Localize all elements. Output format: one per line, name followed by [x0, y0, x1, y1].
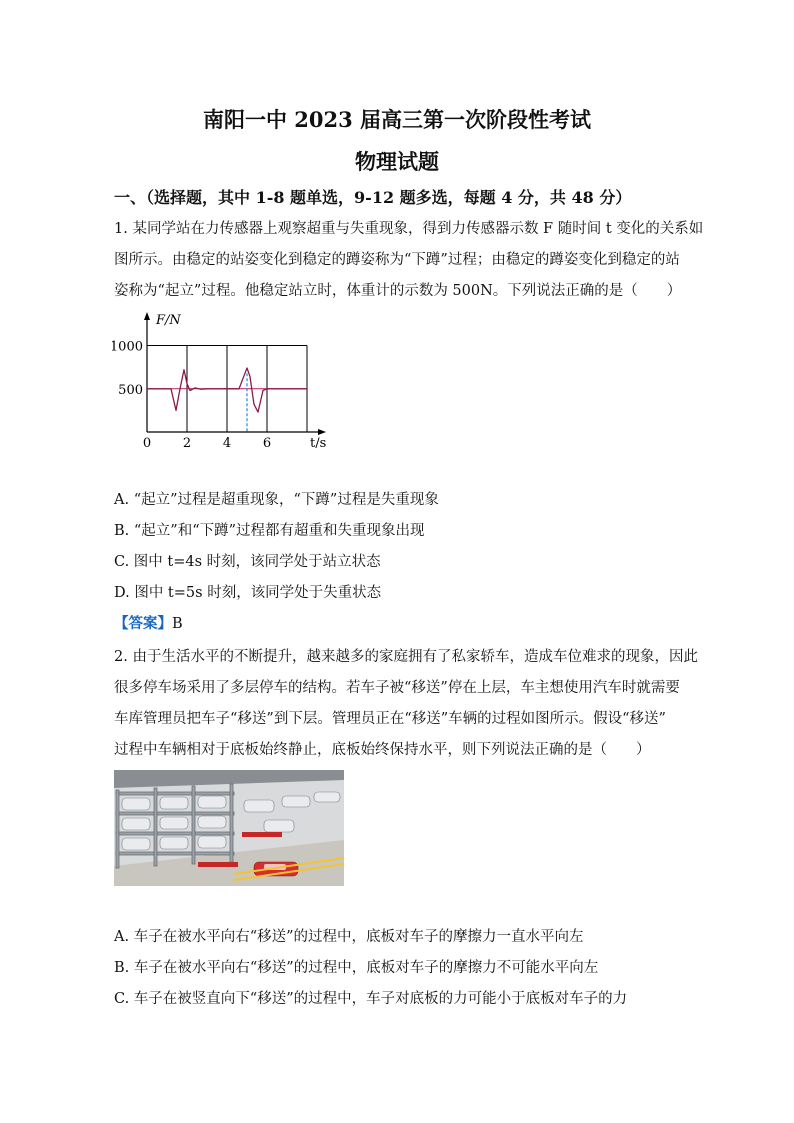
q2-stem-line-4: 过程中车辆相对于底板始终静止，底板始终保持水平，则下列说法正确的是（ ）: [114, 742, 651, 758]
q1-option-b: B. “起立”和“下蹲”过程都有超重和失重现象出现: [114, 523, 425, 539]
answer-tag: 【答案】: [114, 615, 172, 632]
q2-option-c: C. 车子在被竖直向下“移送”的过程中，车子对底板的力可能小于底板对车子的力: [114, 991, 628, 1007]
q2-option-b: B. 车子在被水平向右“移送”的过程中，底板对车子的摩擦力不可能水平向左: [114, 960, 599, 976]
x-axis-arrow: [318, 429, 326, 435]
q2-stem-line-3: 车库管理员把车子“移送”到下层。管理员正在“移送”车辆的过程如图所示。假设“移送”: [114, 711, 666, 727]
x-tick-label-2: 2: [182, 436, 192, 448]
force-time-chart: [112, 310, 332, 448]
x-tick-label-6: 6: [262, 436, 272, 448]
y-tick-label-500: 500: [118, 382, 143, 398]
y-axis-arrow: [144, 312, 150, 320]
q1-stem-line-2: 图所示。由稳定的站姿变化到稳定的蹲姿称为“下蹲”过程；由稳定的蹲姿变化到稳定的站: [114, 252, 680, 268]
q2-stem-line-2: 很多停车场采用了多层停车的结构。若车子被“移送”停在上层，车主想使用汽车时就需要: [114, 680, 680, 696]
x-tick-label-4: 4: [222, 436, 232, 448]
parking-garage-image: [114, 770, 344, 886]
page-subtitle: 物理试题: [355, 149, 439, 174]
section-heading: 一、（选择题，其中 1-8 题单选，9-12 题多选，每题 4 分，共 48 分）: [114, 188, 632, 207]
y-axis-label: F/N: [156, 313, 181, 328]
q1-stem-line-3: 姿称为“起立”过程。他稳定站立时，体重计的示数为 500N。下列说法正确的是（ ）: [114, 283, 682, 299]
answer-value: B: [172, 616, 183, 632]
y-tick-label-1000: 1000: [112, 339, 143, 355]
q1-answer: [114, 612, 183, 633]
x-tick-label-0: 0: [142, 436, 152, 448]
force-time-chart-svg: [112, 310, 332, 448]
q1-stem-line-1: 1. 某同学站在力传感器上观察超重与失重现象，得到力传感器示数 F 随时间 t 变化的关系如: [114, 221, 704, 237]
parking-garage-illustration: [114, 770, 344, 886]
q1-option-a: A. “起立”过程是超重现象，“下蹲”过程是失重现象: [114, 492, 439, 508]
q2-option-a: A. 车子在被水平向右“移送”的过程中，底板对车子的摩擦力一直水平向左: [114, 929, 584, 945]
q1-option-d: D. 图中 t=5s 时刻，该同学处于失重状态: [114, 585, 382, 601]
x-axis-label: t/s: [310, 436, 327, 448]
page-title: 南阳一中 2023 届高三第一次阶段性考试: [202, 107, 592, 132]
q1-option-c: C. 图中 t=4s 时刻，该同学处于站立状态: [114, 554, 381, 570]
q2-stem-line-1: 2. 由于生活水平的不断提升，越来越多的家庭拥有了私家轿车，造成车位难求的现象，因此: [114, 649, 698, 665]
